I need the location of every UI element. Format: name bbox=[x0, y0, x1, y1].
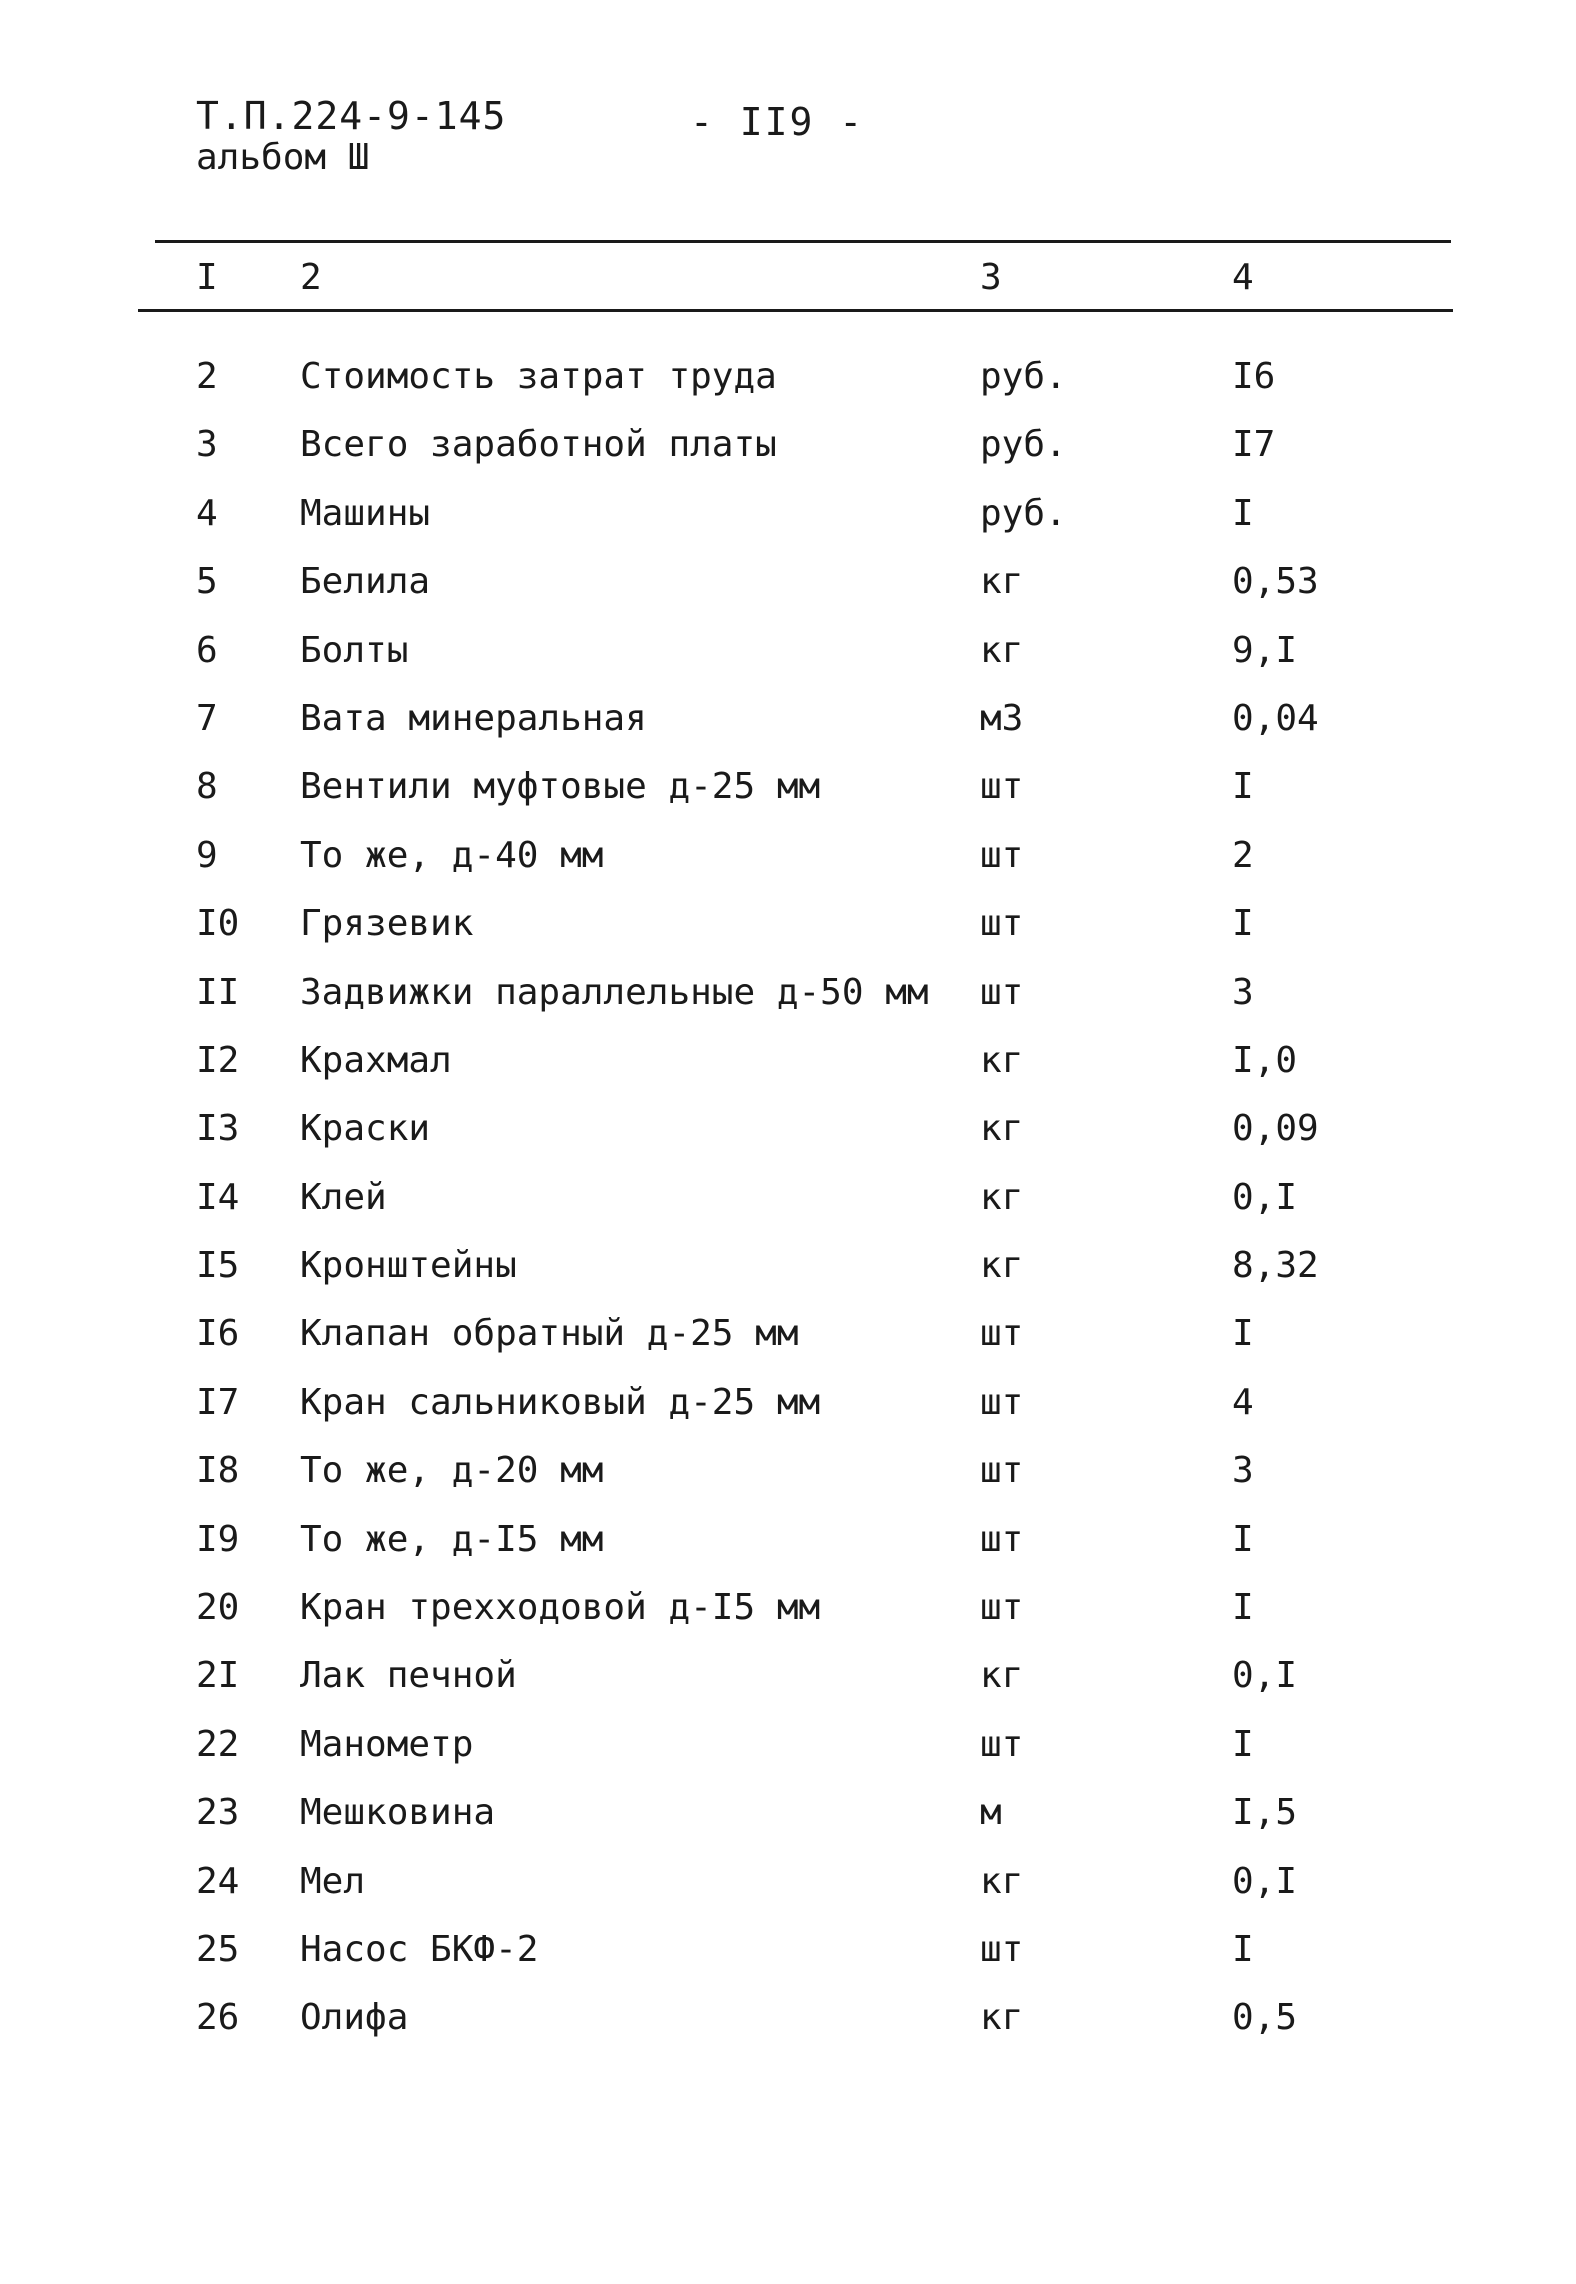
row-name: Всего заработной платы bbox=[300, 424, 777, 466]
table-row bbox=[0, 767, 1576, 835]
row-quantity: I,0 bbox=[1232, 1039, 1298, 1081]
row-unit: шт bbox=[980, 1518, 1024, 1560]
column-header-4: 4 bbox=[1232, 257, 1254, 298]
row-unit: кг bbox=[980, 1245, 1024, 1287]
table-row bbox=[0, 494, 1576, 562]
table-row bbox=[0, 1451, 1576, 1519]
row-number: 23 bbox=[196, 1792, 240, 1834]
row-name: Мел bbox=[300, 1860, 366, 1902]
table-row bbox=[0, 1998, 1576, 2066]
table-row bbox=[0, 1246, 1576, 1314]
row-quantity: I bbox=[1232, 1723, 1254, 1765]
row-name: Вата минеральная bbox=[300, 697, 647, 739]
row-number: 9 bbox=[196, 834, 218, 876]
row-quantity: 3 bbox=[1232, 1450, 1254, 1492]
row-name: То же, д-40 мм bbox=[300, 834, 604, 876]
row-quantity: 0,I bbox=[1232, 1655, 1298, 1697]
row-name: Крахмал bbox=[300, 1039, 452, 1081]
document-code: Т.П.224-9-145 bbox=[196, 94, 507, 138]
table-row bbox=[0, 357, 1576, 425]
row-quantity: I bbox=[1232, 1587, 1254, 1629]
page-number: - II9 - bbox=[690, 100, 865, 144]
table-row bbox=[0, 1930, 1576, 1998]
row-number: 24 bbox=[196, 1860, 240, 1902]
row-quantity: 0,09 bbox=[1232, 1108, 1319, 1150]
row-quantity: I6 bbox=[1232, 356, 1276, 397]
row-quantity: I7 bbox=[1232, 424, 1276, 466]
column-header-2: 2 bbox=[300, 257, 322, 298]
row-number: I2 bbox=[196, 1039, 240, 1081]
row-unit: шт bbox=[980, 1381, 1024, 1423]
table-row bbox=[0, 1862, 1576, 1930]
table-row bbox=[0, 699, 1576, 767]
row-name: Грязевик bbox=[300, 903, 474, 945]
row-name: Манометр bbox=[300, 1723, 474, 1765]
row-name: Кран трехходовой д-I5 мм bbox=[300, 1587, 821, 1629]
row-unit: кг bbox=[980, 1655, 1024, 1697]
row-number: I5 bbox=[196, 1245, 240, 1287]
row-unit: м bbox=[980, 1792, 1002, 1834]
table-row bbox=[0, 836, 1576, 904]
row-quantity: 0,I bbox=[1232, 1176, 1298, 1218]
row-quantity: 2 bbox=[1232, 834, 1254, 876]
row-number: I7 bbox=[196, 1381, 240, 1423]
row-name: Клапан обратный д-25 мм bbox=[300, 1313, 799, 1355]
row-unit: шт bbox=[980, 1450, 1024, 1492]
row-name: Краски bbox=[300, 1108, 431, 1150]
row-unit: руб. bbox=[980, 356, 1067, 397]
table-top-rule bbox=[155, 240, 1451, 243]
table-body bbox=[0, 357, 1576, 2067]
row-quantity: I bbox=[1232, 1313, 1254, 1355]
row-quantity: 0,I bbox=[1232, 1860, 1298, 1902]
row-name: Вентили муфтовые д-25 мм bbox=[300, 766, 821, 808]
album-label: альбом Ш bbox=[196, 137, 370, 178]
row-unit: руб. bbox=[980, 424, 1067, 466]
row-unit: кг bbox=[980, 1860, 1024, 1902]
row-quantity: 3 bbox=[1232, 971, 1254, 1013]
row-unit: шт bbox=[980, 766, 1024, 808]
row-unit: кг bbox=[980, 1108, 1024, 1150]
row-unit: м3 bbox=[980, 697, 1024, 739]
row-quantity: 4 bbox=[1232, 1381, 1254, 1423]
row-name: То же, д-I5 мм bbox=[300, 1518, 604, 1560]
table-row bbox=[0, 1520, 1576, 1588]
table-row bbox=[0, 1793, 1576, 1861]
table-row bbox=[0, 425, 1576, 493]
table-row bbox=[0, 1725, 1576, 1793]
column-header-3: 3 bbox=[980, 257, 1002, 298]
row-name: Стоимость затрат труда bbox=[300, 356, 777, 397]
row-name: Мешковина bbox=[300, 1792, 496, 1834]
row-name: Олифа bbox=[300, 1997, 409, 2039]
row-unit: кг bbox=[980, 1997, 1024, 2039]
row-name: То же, д-20 мм bbox=[300, 1450, 604, 1492]
table-row bbox=[0, 562, 1576, 630]
table-row bbox=[0, 904, 1576, 972]
table-row bbox=[0, 631, 1576, 699]
row-number: 26 bbox=[196, 1997, 240, 2039]
row-quantity: 0,53 bbox=[1232, 561, 1319, 603]
row-quantity: I,5 bbox=[1232, 1792, 1298, 1834]
table-row bbox=[0, 973, 1576, 1041]
row-number: 6 bbox=[196, 629, 218, 671]
row-number: 20 bbox=[196, 1587, 240, 1629]
row-number: I8 bbox=[196, 1450, 240, 1492]
table-row bbox=[0, 1383, 1576, 1451]
row-number: I9 bbox=[196, 1518, 240, 1560]
row-quantity: I bbox=[1232, 766, 1254, 808]
row-number: 22 bbox=[196, 1723, 240, 1765]
row-name: Белила bbox=[300, 561, 431, 603]
row-name: Лак печной bbox=[300, 1655, 517, 1697]
row-number: 2I bbox=[196, 1655, 240, 1697]
row-number: 2 bbox=[196, 356, 218, 397]
row-unit: шт bbox=[980, 971, 1024, 1013]
row-name: Кран сальниковый д-25 мм bbox=[300, 1381, 821, 1423]
row-unit: шт bbox=[980, 1723, 1024, 1765]
row-name: Клей bbox=[300, 1176, 387, 1218]
row-unit: руб. bbox=[980, 492, 1067, 534]
row-quantity: 0,5 bbox=[1232, 1997, 1298, 2039]
row-unit: шт bbox=[980, 1313, 1024, 1355]
row-name: Задвижки параллельные д-50 мм bbox=[300, 971, 929, 1013]
table-row bbox=[0, 1314, 1576, 1382]
row-unit: шт bbox=[980, 1587, 1024, 1629]
row-number: I3 bbox=[196, 1108, 240, 1150]
row-quantity: I bbox=[1232, 492, 1254, 534]
row-quantity: 0,04 bbox=[1232, 697, 1319, 739]
row-quantity: I bbox=[1232, 1518, 1254, 1560]
row-name: Болты bbox=[300, 629, 409, 671]
table-row bbox=[0, 1109, 1576, 1177]
row-number: 7 bbox=[196, 697, 218, 739]
row-unit: кг bbox=[980, 629, 1024, 671]
table-row bbox=[0, 1178, 1576, 1246]
row-name: Машины bbox=[300, 492, 431, 534]
row-quantity: I bbox=[1232, 903, 1254, 945]
row-number: 3 bbox=[196, 424, 218, 466]
row-name: Насос БКФ-2 bbox=[300, 1928, 539, 1970]
row-number: 25 bbox=[196, 1928, 240, 1970]
row-unit: кг bbox=[980, 1039, 1024, 1081]
column-header-1: I bbox=[196, 257, 218, 298]
table-row bbox=[0, 1656, 1576, 1724]
row-number: I0 bbox=[196, 903, 240, 945]
table-row bbox=[0, 1588, 1576, 1656]
row-unit: кг bbox=[980, 561, 1024, 603]
table-row bbox=[0, 1041, 1576, 1109]
row-quantity: I bbox=[1232, 1928, 1254, 1970]
row-number: I4 bbox=[196, 1176, 240, 1218]
row-number: II bbox=[196, 971, 240, 1013]
row-number: 4 bbox=[196, 492, 218, 534]
row-quantity: 8,32 bbox=[1232, 1245, 1319, 1287]
table-header-rule bbox=[138, 309, 1453, 312]
row-unit: шт bbox=[980, 834, 1024, 876]
row-number: 8 bbox=[196, 766, 218, 808]
row-number: 5 bbox=[196, 561, 218, 603]
row-unit: шт bbox=[980, 903, 1024, 945]
row-name: Кронштейны bbox=[300, 1245, 517, 1287]
row-unit: шт bbox=[980, 1928, 1024, 1970]
row-number: I6 bbox=[196, 1313, 240, 1355]
row-quantity: 9,I bbox=[1232, 629, 1298, 671]
row-unit: кг bbox=[980, 1176, 1024, 1218]
